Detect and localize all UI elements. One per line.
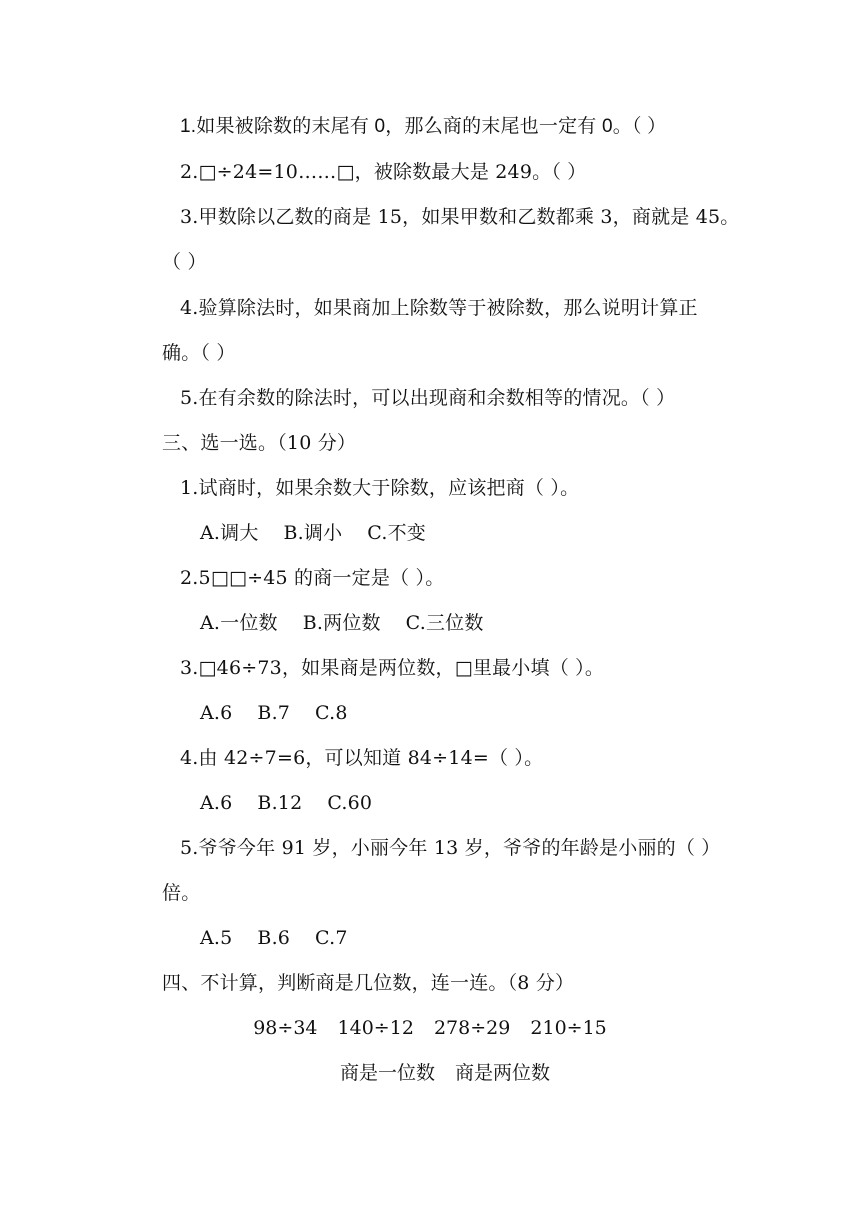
judge-item-2: 2.□÷24=10……□，被除数最大是 249。（ ） [180, 161, 587, 183]
choice-question-5-cont: 倍。 [162, 882, 201, 904]
section4-heading: 四、不计算，判断商是几位数，连一连。（8 分） [162, 972, 575, 994]
expression-1[interactable]: 98÷34 [253, 1017, 318, 1039]
choice-options-5: A.5 B.6 C.7 [200, 927, 348, 949]
expression-3[interactable]: 278÷29 [433, 1017, 511, 1039]
judge-item-3-paren: （ ） [162, 251, 207, 273]
answer-row [15, 1061, 860, 1085]
choice-question-3: 3.□46÷73，如果商是两位数，□里最小填（ ）。 [180, 657, 605, 679]
choice-question-1: 1.试商时，如果余数大于除数，应该把商（ ）。 [180, 477, 580, 499]
answer-two-digit[interactable]: 商是两位数 [455, 1062, 551, 1084]
section3-heading: 三、选一选。（10 分） [162, 432, 357, 454]
answer-one-digit[interactable]: 商是一位数 [339, 1062, 435, 1084]
judge-item-4-cont: 确。（ ） [162, 342, 236, 364]
expression-row [0, 1016, 860, 1040]
choice-question-2: 2.5□□÷45 的商一定是（ ）。 [180, 567, 445, 589]
choice-options-1: A.调大 B.调小 C.不变 [200, 522, 426, 544]
judge-item-1: 1.如果被除数的末尾有 0，那么商的末尾也一定有 0。（ ） [180, 116, 667, 137]
choice-options-2: A.一位数 B.两位数 C.三位数 [200, 612, 484, 634]
judge-item-4: 4.验算除法时，如果商加上除数等于被除数，那么说明计算正 [180, 297, 698, 319]
choice-question-5: 5.爷爷今年 91 岁，小丽今年 13 岁，爷爷的年龄是小丽的（ ） [180, 837, 721, 859]
expression-4[interactable]: 210÷15 [530, 1017, 607, 1039]
judge-item-3: 3.甲数除以乙数的商是 15，如果甲数和乙数都乘 3，商就是 45。 [180, 206, 740, 228]
judge-item-5: 5.在有余数的除法时，可以出现商和余数相等的情况。（ ） [180, 387, 676, 409]
choice-question-4: 4.由 42÷7=6，可以知道 84÷14=（ ）。 [180, 747, 544, 769]
choice-options-3: A.6 B.7 C.8 [200, 702, 348, 724]
choice-options-4: A.6 B.12 C.60 [200, 792, 373, 814]
expression-2[interactable]: 140÷12 [337, 1017, 414, 1039]
